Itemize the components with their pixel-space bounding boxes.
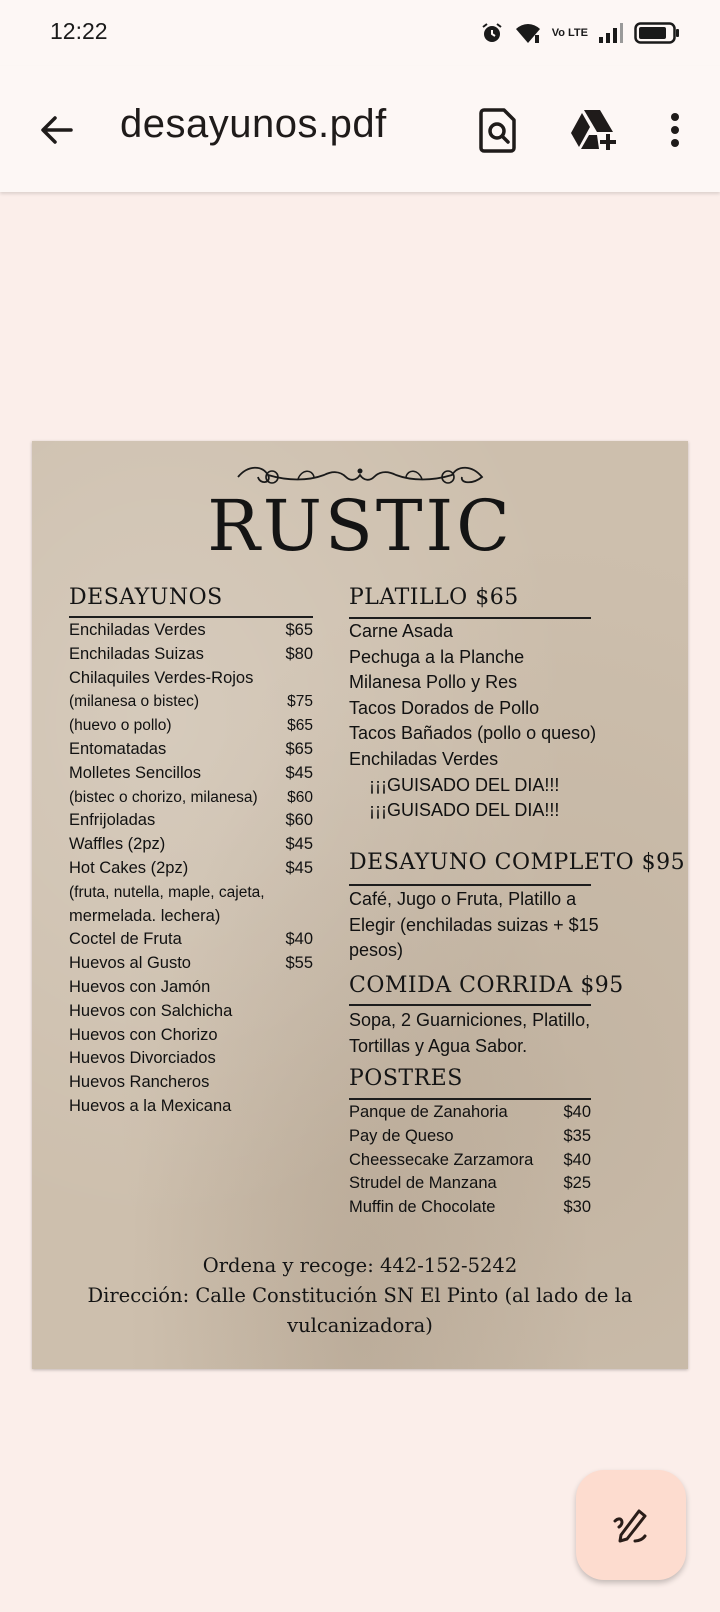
menu-item-price: $65 — [285, 739, 313, 758]
menu-item-name: Cheessecake Zarzamora — [349, 1150, 534, 1169]
menu-item — [69, 643, 313, 667]
menu-item-price: $65 — [287, 717, 313, 735]
platillo-item: Milanesa Pollo y Res — [349, 672, 518, 693]
platillo-item: Enchiladas Verdes — [349, 748, 499, 769]
signal-icon — [598, 22, 624, 44]
status-icons — [480, 18, 680, 48]
menu-item-price: $65 — [285, 621, 313, 639]
menu-item-name: Hot Cakes (2pz) — [69, 858, 189, 877]
menu-item-name: Panque de Zanahoria — [349, 1103, 508, 1121]
menu-item-name: (fruta, nutella, maple, cajeta, — [69, 883, 265, 901]
menu-item — [349, 1196, 591, 1220]
desayuno-completo-rule — [349, 884, 591, 886]
menu-item-name: Waffles (2pz) — [69, 835, 166, 854]
text-line: pesos) — [349, 940, 404, 960]
annotate-fab[interactable] — [576, 1470, 686, 1580]
status-bar — [0, 0, 720, 66]
back-arrow-icon — [38, 112, 74, 148]
menu-item-name: Enchiladas Verdes — [69, 621, 206, 639]
menu-item-name: (bistec o chorizo, milanesa) — [69, 788, 258, 806]
menu-item — [349, 1101, 591, 1125]
alarm-icon — [480, 21, 504, 45]
menu-item-price: $40 — [285, 930, 313, 949]
document-title: desayunos.pdf — [120, 102, 387, 146]
menu-item-name: Huevos con Salchicha — [69, 1001, 233, 1020]
address-line-1: Dirección: Calle Constitución SN El Pinto (al lado de la — [87, 1284, 633, 1307]
text-line: Café, Jugo o Fruta, Platillo a — [349, 889, 577, 909]
text-line: Sopa, 2 Guarniciones, Platillo, — [349, 1010, 591, 1030]
menu-item-name: Strudel de Manzana — [349, 1174, 497, 1193]
menu-item-price: $80 — [285, 644, 313, 663]
menu-item-name: Huevos a la Mexicana — [69, 1096, 232, 1115]
menu-item — [69, 690, 313, 714]
battery-icon — [634, 21, 680, 45]
platillo-list — [349, 619, 649, 824]
menu-item-name: Coctel de Fruta — [69, 930, 182, 949]
postres-heading: POSTRES — [349, 1066, 463, 1091]
menu-item-price: $40 — [563, 1150, 591, 1169]
menu-item-price: $75 — [287, 693, 313, 711]
brand-title: RUSTIC — [207, 485, 513, 567]
postres-list — [349, 1101, 591, 1220]
menu-item-name: Entomatadas — [69, 739, 167, 758]
desayuno-completo-text — [349, 887, 669, 964]
menu-item — [69, 857, 313, 881]
menu-item-price: $45 — [285, 763, 313, 782]
comida-corrida-heading: COMIDA CORRIDA $95 — [349, 973, 624, 998]
desayunos-heading: DESAYUNOS — [69, 585, 223, 610]
menu-item — [69, 952, 313, 976]
comida-corrida-rule — [349, 1004, 591, 1006]
menu-item — [69, 928, 313, 952]
app-bar — [0, 66, 720, 192]
menu-item — [69, 1071, 313, 1095]
text-line: Elegir (enchiladas suizas + $15 — [349, 914, 599, 935]
menu-item-price: $40 — [563, 1103, 591, 1121]
platillo-item: Pechuga a la Planche — [349, 646, 525, 667]
desayuno-completo-heading: DESAYUNO COMPLETO $95 — [349, 850, 686, 875]
edit-annotate-icon — [611, 1505, 651, 1545]
menu-item-name: Enfrijoladas — [69, 811, 156, 830]
menu-item-price: $60 — [287, 788, 313, 806]
order-phone: Ordena y recoge: 442-152-5242 — [202, 1254, 518, 1277]
menu-item-price: $35 — [563, 1126, 591, 1145]
menu-item-name: (huevo o pollo) — [69, 717, 172, 735]
pdf-page[interactable] — [32, 441, 688, 1369]
platillo-item: ¡¡¡GUISADO DEL DIA!!! — [369, 800, 560, 821]
menu-item — [69, 667, 313, 691]
menu-item-price: $55 — [285, 954, 313, 973]
add-to-drive-icon — [570, 108, 618, 152]
menu-item — [69, 1047, 313, 1071]
menu-item-price: $25 — [563, 1174, 591, 1193]
menu-item — [69, 809, 313, 833]
text-line: Tortillas y Agua Sabor. — [349, 1035, 528, 1056]
menu-item-price: $45 — [285, 858, 313, 877]
volte-icon: Vo LTE — [551, 27, 588, 39]
add-to-drive-button[interactable] — [566, 102, 622, 158]
postres-rule — [349, 1098, 591, 1100]
desayunos-list — [69, 619, 313, 1119]
menu-item-price: $45 — [285, 835, 313, 854]
menu-item-name: Molletes Sencillos — [69, 763, 202, 782]
comida-corrida-text — [349, 1008, 669, 1059]
back-button[interactable] — [30, 104, 82, 156]
menu-item-name: Chilaquiles Verdes-Rojos — [69, 668, 254, 687]
menu-item-name: Enchiladas Suizas — [69, 644, 204, 663]
more-options-button[interactable] — [660, 102, 690, 158]
desayunos-rule — [69, 616, 313, 618]
platillo-item: Tacos Bañados (pollo o queso) — [349, 723, 597, 744]
menu-item — [69, 786, 313, 810]
menu-item — [69, 976, 313, 1000]
status-time: 12:22 — [50, 18, 108, 44]
menu-item-name: mermelada. lechera) — [69, 906, 221, 925]
menu-item — [349, 1149, 591, 1173]
address-line-2: vulcanizadora) — [287, 1314, 433, 1337]
menu-item-name: Huevos con Jamón — [69, 977, 211, 996]
menu-item — [69, 905, 313, 929]
menu-item-price: $60 — [285, 811, 313, 830]
menu-item — [69, 1095, 313, 1119]
platillo-heading: PLATILLO $65 — [349, 585, 519, 610]
menu-item-name: (milanesa o bistec) — [69, 693, 200, 711]
platillo-item: Tacos Dorados de Pollo — [349, 697, 540, 718]
find-in-page-button[interactable] — [470, 102, 526, 158]
menu-item — [69, 762, 313, 786]
menu-item-name: Huevos Divorciados — [69, 1049, 216, 1068]
menu-item-name: Huevos al Gusto — [69, 954, 191, 973]
menu-item-price: $30 — [563, 1198, 591, 1217]
menu-item — [69, 738, 313, 762]
menu-item — [349, 1172, 591, 1196]
platillo-item: ¡¡¡GUISADO DEL DIA!!! — [369, 774, 560, 795]
menu-item — [69, 1024, 313, 1048]
menu-item — [69, 1000, 313, 1024]
wifi-icon — [514, 21, 542, 45]
menu-item-name: Muffin de Chocolate — [349, 1198, 496, 1217]
menu-item — [69, 833, 313, 857]
menu-item — [69, 714, 313, 738]
more-vert-icon — [669, 112, 681, 148]
menu-item — [69, 881, 313, 905]
menu-item-name: Huevos Rancheros — [69, 1073, 210, 1092]
menu-item-name: Pay de Queso — [349, 1126, 454, 1145]
platillo-item: Carne Asada — [349, 621, 454, 641]
menu-item-name: Huevos con Chorizo — [69, 1025, 218, 1044]
menu-item — [349, 1125, 591, 1149]
find-in-page-icon — [478, 107, 518, 153]
menu-item — [69, 619, 313, 643]
